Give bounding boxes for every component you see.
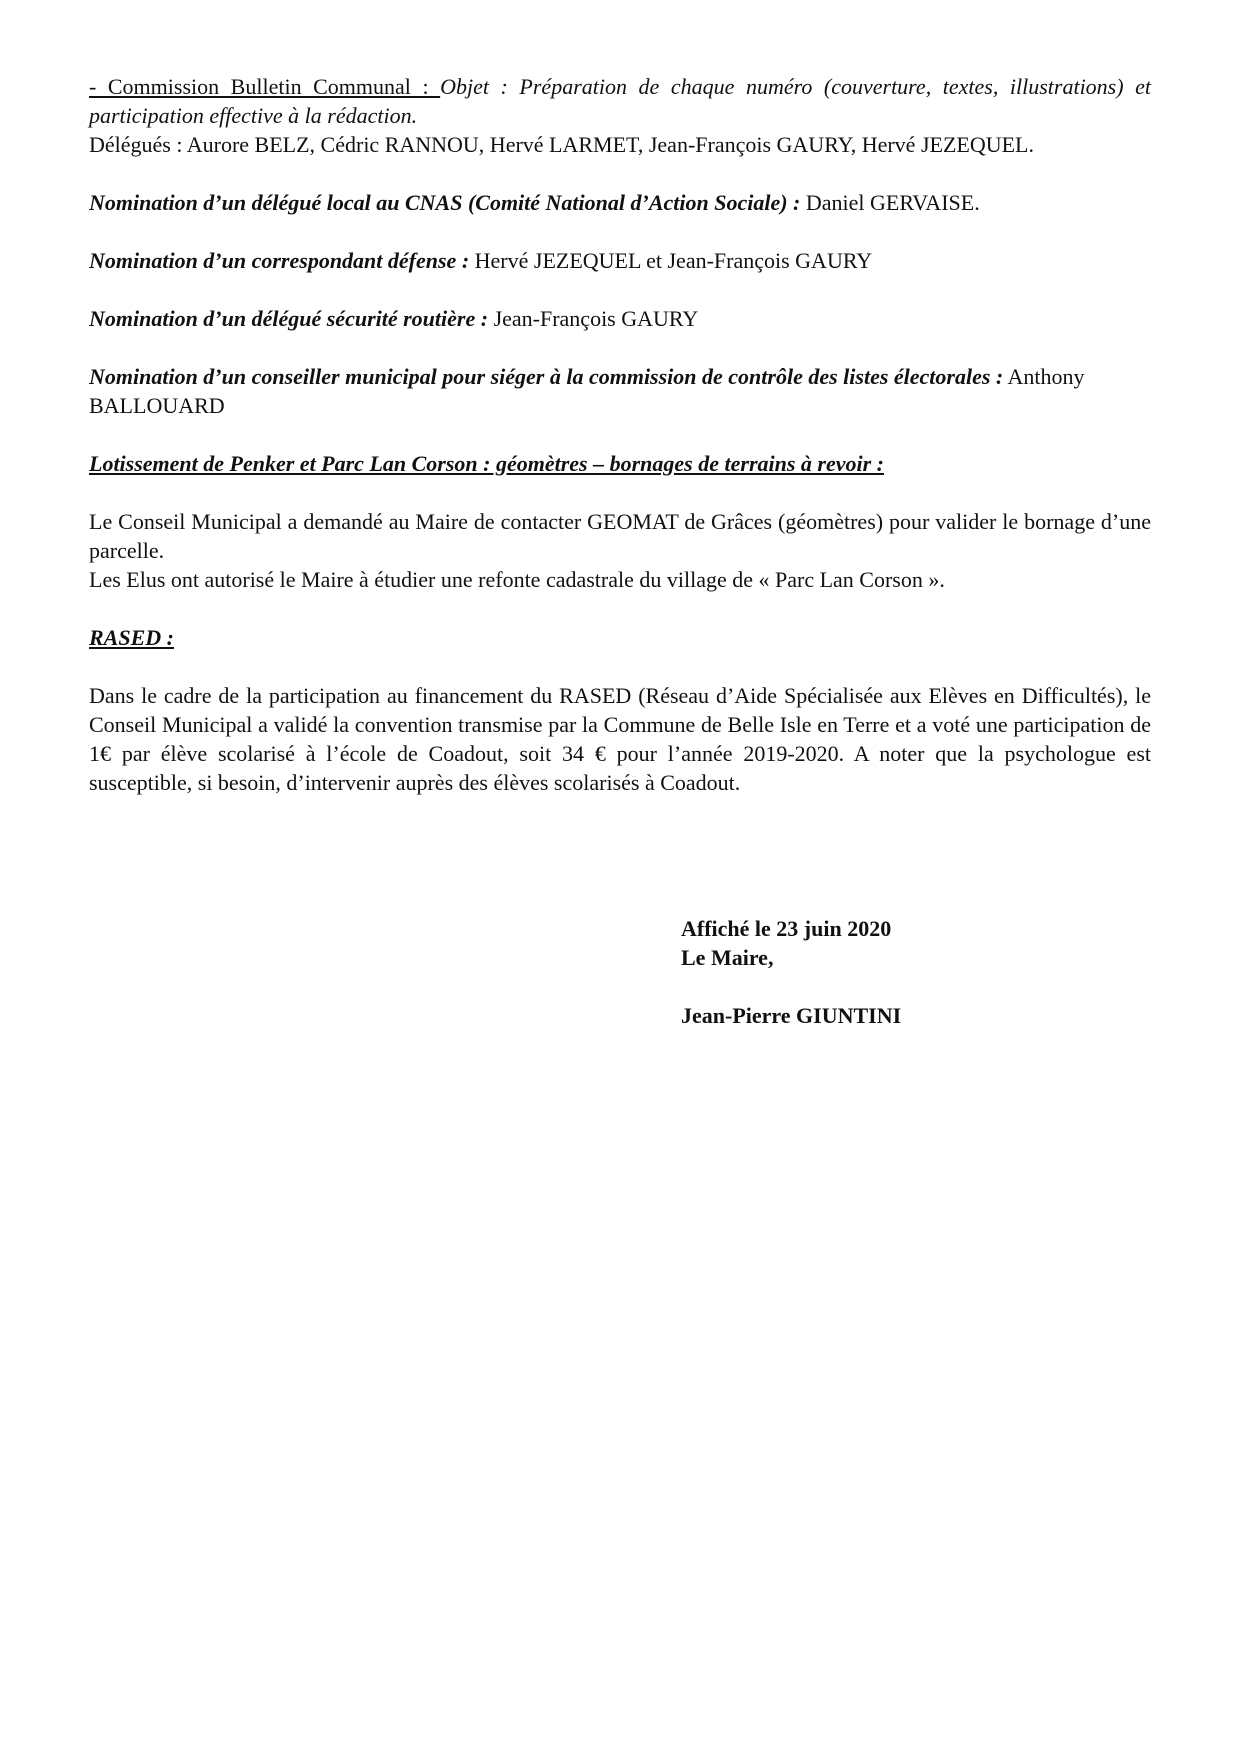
commission-delegues: Délégués : Aurore BELZ, Cédric RANNOU, Hervé LARMET, Jean-François GAURY, Hervé JEZEQUEL. bbox=[89, 132, 1034, 157]
nomination-label: Nomination d’un délégué local au CNAS (Comité National d’Action Sociale) : bbox=[89, 190, 801, 215]
lotissement-paragraph-1: Le Conseil Municipal a demandé au Maire de contacter GEOMAT de Grâces (géomètres) pour valider le bornage d’une parcelle. bbox=[89, 509, 1151, 563]
rased-heading: RASED : bbox=[89, 625, 174, 650]
nomination-label: Nomination d’un conseiller municipal pour siéger à la commission de contrôle des listes électorales : bbox=[89, 364, 1004, 389]
commission-heading: - Commission Bulletin Communal : bbox=[89, 74, 441, 99]
nomination-label: Nomination d’un délégué sécurité routière : bbox=[89, 306, 489, 331]
signature-block bbox=[681, 914, 901, 1030]
signature-spacer bbox=[681, 972, 901, 1001]
document-body bbox=[89, 72, 1151, 797]
commission-objet: Objet : Préparation de chaque numéro (couverture, textes, illustrations) et participation effective à la rédaction. bbox=[89, 74, 1151, 128]
nomination-listes-electorales bbox=[89, 362, 1151, 420]
nomination-cnas bbox=[89, 188, 1151, 217]
nomination-defense bbox=[89, 246, 1151, 275]
nomination-securite-routiere bbox=[89, 304, 1151, 333]
commission-paragraph bbox=[89, 72, 1151, 130]
lotissement-heading: Lotissement de Penker et Parc Lan Corson : géomètres – bornages de terrains à revoir : bbox=[89, 451, 885, 476]
affiche-date: Affiché le 23 juin 2020 bbox=[681, 916, 892, 941]
lotissement-paragraph-2: Les Elus ont autorisé le Maire à étudier une refonte cadastrale du village de « Parc Lan Corson ». bbox=[89, 567, 945, 592]
nomination-value: Anthony BALLOUARD bbox=[89, 364, 1085, 418]
nomination-value: Hervé JEZEQUEL et Jean-François GAURY bbox=[469, 248, 873, 273]
rased-paragraph: Dans le cadre de la participation au financement du RASED (Réseau d’Aide Spécialisée aux Elèves en Difficultés), le Conseil Municipal a validé la convention transmise par la Commune de Belle Isle en Terre et a voté une participation de 1€ par élève scolarisé à l’école de Coadout, soit 34 € pour l’année 2019-2020. A noter que la psychologue est susceptible, si besoin, d’intervenir auprès des élèves scolarisés à Coadout. bbox=[89, 683, 1151, 795]
nomination-value: Daniel GERVAISE. bbox=[800, 190, 980, 215]
maire-name: Jean-Pierre GIUNTINI bbox=[681, 1003, 902, 1028]
nomination-value: Jean-François GAURY bbox=[488, 306, 699, 331]
maire-role: Le Maire, bbox=[681, 945, 774, 970]
nomination-label: Nomination d’un correspondant défense : bbox=[89, 248, 470, 273]
